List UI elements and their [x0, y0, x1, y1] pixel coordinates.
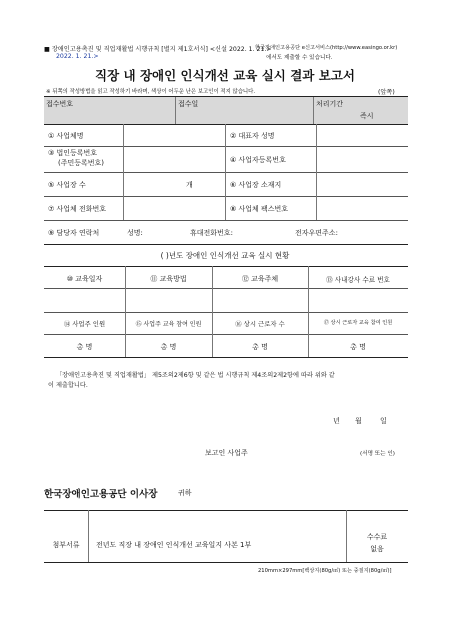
contact-name-label: 성명: — [127, 229, 143, 237]
workplace-address-label: ⑥ 사업장 소재지 — [230, 181, 282, 189]
employer-count-header: ⑭ 사업주 인원 — [63, 320, 106, 328]
corp-reg-number-label: ③ 법인등록번호 — [48, 149, 98, 157]
attachment-label: 첨부서류 — [52, 541, 80, 549]
receipt-row — [44, 96, 408, 125]
business-reg-number-label: ④ 사업자등록번호 — [230, 156, 286, 164]
contact-mobile-label: 휴대전화번호: — [190, 229, 233, 237]
declaration-text: 「장애인고용촉진 및 직업재활법」 제5조의2제6항 및 같은 법 시행규칙 제4조의2제2항에 따라 위와 같 — [56, 372, 335, 379]
business-fax-label: ⑧ 사업체 팩스번호 — [230, 205, 289, 213]
section-title: ( )년도 장애인 인식개선 교육 실시 현황 — [160, 251, 290, 260]
regulation-line: ■ 장애인고용촉진 및 직업재활법 시행규칙 [별지 제1호서식] <신설 2022. 1. 21.> — [44, 46, 272, 53]
edu-method-header: ⑪ 교육방법 — [150, 275, 187, 283]
workplace-count-label: ⑤ 사업장 수 — [48, 181, 86, 189]
worker-participants-header: ⑰ 상시 근로자 교육 참여 인원 — [323, 320, 393, 326]
fee-value: 없음 — [370, 545, 384, 553]
processing-period-label: 처리기간 — [316, 100, 344, 108]
edu-subject-header: ⑫ 교육주체 — [241, 275, 279, 283]
contact-email-label: 전자우편주소: — [295, 229, 338, 237]
declaration-text-2: 이 제출합니다. — [48, 382, 88, 389]
employer-participants-value: 총 명 — [160, 343, 177, 351]
date-year-label: 년 — [333, 417, 340, 425]
reporter-label: 보고인 사업주 — [205, 449, 248, 457]
workplace-count-unit: 개 — [186, 181, 193, 189]
receipt-number-label: 접수번호 — [46, 100, 74, 108]
signature-label: (서명 또는 인) — [360, 451, 395, 457]
addressee-suffix: 귀하 — [178, 489, 192, 497]
edu-date-header: ⑩ 교육일자 — [66, 275, 103, 283]
employer-participants-header: ⑮ 사업주 교육 참여 인원 — [135, 321, 202, 328]
instructor-number-header: ⑬ 사내강사 수료 번호 — [326, 276, 390, 284]
instruction-note: ※ 뒤쪽의 작성방법을 읽고 작성하기 바라며, 색상이 어두운 난은 보고인이 적지 않습니다. — [46, 89, 256, 95]
worker-participants-value: 총 명 — [350, 343, 366, 351]
date-day-label: 일 — [380, 417, 387, 425]
employer-count-value: 총 명 — [76, 343, 93, 351]
resident-reg-number-label: (주민등록번호) — [58, 159, 105, 167]
page-title: 직장 내 장애인 인식개선 교육 실시 결과 보고서 — [95, 68, 355, 83]
paper-spec: 210mm×297mm[백상지(80g/㎡) 또는 중질지(80g/㎡)] — [258, 568, 392, 574]
receipt-date-label: 접수일 — [178, 100, 199, 108]
addressee-name: 한국장애인고용공단 이사장 — [44, 489, 158, 500]
date-month-label: 월 — [355, 417, 362, 425]
esingo-line-2: 에서도 제출할 수 있습니다. — [266, 55, 333, 61]
contact-person-label: ⑨ 담당자 연락처 — [48, 229, 100, 237]
esingo-line: 한국장애인고용공단 e신고서비스(http://www.easingo.or.kr) — [255, 45, 398, 51]
worker-count-value: 총 명 — [252, 343, 268, 351]
fee-label: 수수료 — [366, 533, 388, 541]
attachment-content: 전년도 직장 내 장애인 인식개선 교육일지 사본 1부 — [96, 541, 252, 549]
regulation-date: 2022. 1. 21.> — [56, 53, 99, 60]
processing-period-value: 즉시 — [360, 112, 374, 120]
side-label: (앞쪽) — [378, 89, 395, 96]
representative-name-label: ② 대표자 성명 — [230, 132, 275, 140]
worker-count-header: ⑯ 상시 근로자 수 — [235, 320, 285, 328]
business-phone-label: ⑦ 사업체 전화번호 — [48, 205, 107, 213]
business-name-label: ① 사업체명 — [48, 132, 84, 140]
